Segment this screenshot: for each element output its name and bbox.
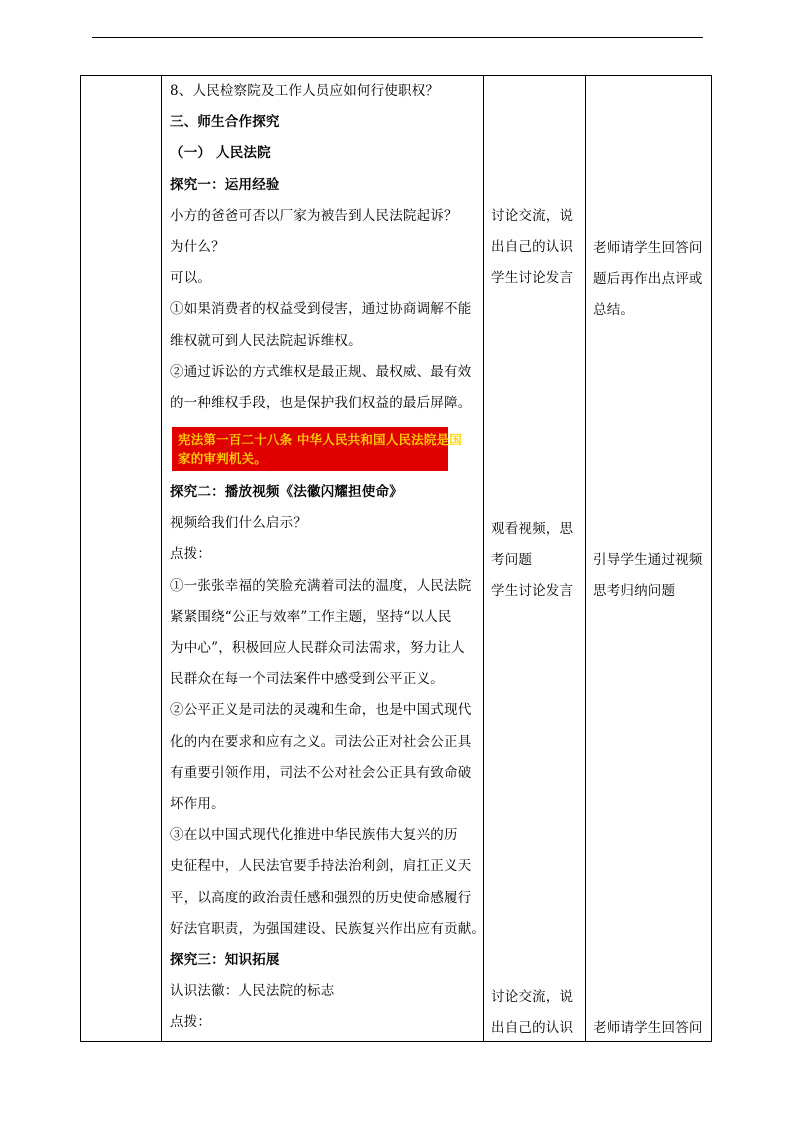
teacher-activity-block-1 bbox=[593, 233, 708, 327]
constitution-callout bbox=[172, 427, 462, 471]
teacher-text: 老师请学生回答问 bbox=[593, 1020, 703, 1036]
student-text: 出自己的认识 bbox=[491, 1020, 574, 1037]
callout-line: 家的审判机关。 bbox=[178, 451, 267, 467]
inquiry-1-heading: 探究一：运用经验 bbox=[170, 176, 280, 193]
text-line: 小方的爸爸可否以厂家为被告到人民法院起诉？ bbox=[170, 207, 458, 224]
text-line: ②通过诉讼的方式维权是最正规、最权威、最有效 bbox=[170, 363, 472, 380]
text-line: 维权就可到人民法院起诉维权。 bbox=[170, 332, 362, 349]
student-activity-block-1 bbox=[491, 201, 581, 295]
text-line: 坏作用。 bbox=[170, 795, 225, 812]
student-text: 观看视频，思 bbox=[491, 521, 574, 537]
teacher-activity-block-3 bbox=[593, 1013, 708, 1044]
text-line: 紧紧围绕“公正与效率”工作主题，坚持“以人民 bbox=[170, 608, 452, 625]
student-activity-block-2 bbox=[491, 514, 581, 608]
text-line: ①如果消费者的权益受到侵害，通过协商调解不能 bbox=[170, 301, 472, 318]
student-text: 学生讨论发言 bbox=[491, 583, 574, 600]
text-line: ③在以中国式现代化推进中华民族伟大复兴的历 bbox=[170, 827, 458, 844]
text-line: 点拨： bbox=[170, 546, 212, 563]
student-text: 讨论交流，说 bbox=[491, 208, 574, 224]
text-line: 点拨： bbox=[170, 1014, 212, 1031]
student-text: 出自己的认识 bbox=[491, 239, 574, 256]
text-line: 化的内在要求和应有之义。司法公正对社会公正具 bbox=[170, 733, 472, 750]
main-content-column bbox=[170, 76, 486, 1038]
column-divider-3 bbox=[585, 76, 586, 1041]
teacher-text: 老师请学生回答问 bbox=[593, 240, 703, 256]
teacher-text: 思考归纳问题 bbox=[593, 583, 676, 600]
student-text: 考问题 bbox=[491, 552, 533, 569]
text-line: ①一张张幸福的笑脸充满着司法的温度，人民法院 bbox=[170, 577, 472, 594]
column-divider-2 bbox=[483, 76, 484, 1041]
student-activity-block-3 bbox=[491, 982, 581, 1044]
text-line: 平，以高度的政治责任感和强烈的历史使命感履行 bbox=[170, 889, 472, 906]
section-heading: 三、师生合作探究 bbox=[170, 114, 280, 131]
teacher-text: 总结。 bbox=[593, 302, 635, 319]
text-line: 民群众在每一个司法案件中感受到公平正义。 bbox=[170, 671, 444, 688]
inquiry-2-heading: 探究二：播放视频《法徽闪耀担使命》 bbox=[170, 484, 403, 501]
text-line: 的一种维权手段，也是保护我们权益的最后屏障。 bbox=[170, 394, 472, 411]
text-line: 可以。 bbox=[170, 270, 212, 287]
subsection-heading: （一） 人民法院 bbox=[170, 145, 271, 162]
question-8: 8、人民检察院及工作人员应如何行使职权？ bbox=[170, 83, 440, 99]
student-text: 讨论交流，说 bbox=[491, 989, 574, 1005]
inquiry-3-heading: 探究三：知识拓展 bbox=[170, 951, 280, 968]
text-line: 为中心”，积极回应人民群众司法需求，努力让人 bbox=[170, 640, 465, 656]
text-line: 好法官职责，为强国建设、民族复兴作出应有贡献。 bbox=[170, 920, 486, 937]
teacher-activity-block-2 bbox=[593, 545, 708, 607]
student-text: 学生讨论发言 bbox=[491, 270, 574, 287]
text-line: 史征程中，人民法官要手持法治利剑，肩扛正义天 bbox=[170, 858, 472, 875]
text-line: 有重要引领作用，司法不公对社会公正具有致命破 bbox=[170, 764, 472, 781]
text-line: ②公平正义是司法的灵魂和生命，也是中国式现代 bbox=[170, 702, 472, 719]
text-line: 为什么？ bbox=[170, 238, 225, 255]
teacher-text: 引导学生通过视频 bbox=[593, 552, 703, 568]
text-line: 认识法徽：人民法院的标志 bbox=[170, 983, 335, 1000]
column-divider-1 bbox=[161, 76, 162, 1041]
text-line: 视频给我们什么启示？ bbox=[170, 515, 307, 532]
callout-line: 宪法第一百二十八条 中华人民共和国人民法院是国 bbox=[178, 432, 462, 448]
teacher-text: 题后再作出点评或 bbox=[593, 271, 703, 288]
header-rule bbox=[92, 37, 703, 38]
lesson-table bbox=[80, 75, 712, 1042]
